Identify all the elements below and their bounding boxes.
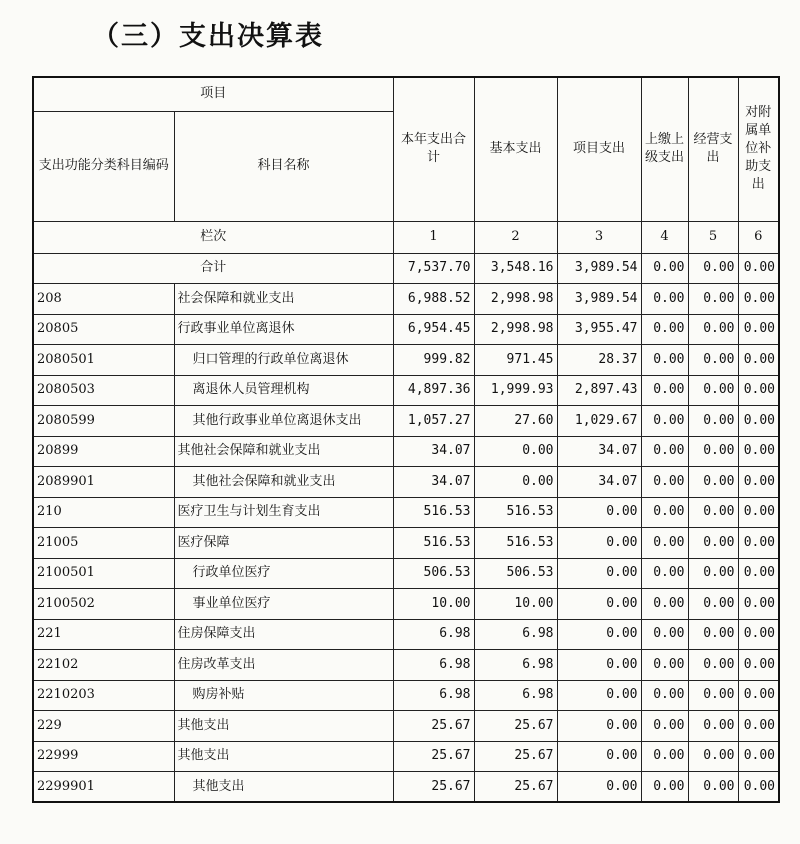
basic-expenditure-cell: 25.67 bbox=[474, 772, 557, 803]
project-expenditure-cell: 0.00 bbox=[557, 741, 641, 772]
account-name-cell: 其他支出 bbox=[174, 711, 393, 742]
total-expenditure-cell: 6,954.45 bbox=[393, 314, 474, 345]
account-name-cell: 归口管理的行政单位离退休 bbox=[174, 345, 393, 376]
business-expenditure-cell: 0.00 bbox=[688, 558, 738, 589]
upper-level-expenditure-cell: 0.00 bbox=[641, 528, 688, 559]
subsidiary-expenditure-cell: 0.00 bbox=[738, 619, 779, 650]
business-expenditure-cell: 0.00 bbox=[688, 406, 738, 437]
upper-level-expenditure-cell: 0.00 bbox=[641, 619, 688, 650]
subsidiary-expenditure-cell: 0.00 bbox=[738, 741, 779, 772]
subsidiary-expenditure-cell: 0.00 bbox=[738, 284, 779, 315]
total-expenditure-cell: 516.53 bbox=[393, 528, 474, 559]
account-code-cell: 21005 bbox=[33, 528, 174, 559]
project-expenditure-cell: 1,029.67 bbox=[557, 406, 641, 437]
total-expenditure-cell: 6.98 bbox=[393, 650, 474, 681]
project-expenditure-cell: 0.00 bbox=[557, 497, 641, 528]
upper-level-expenditure-cell: 0.00 bbox=[641, 650, 688, 681]
account-code-cell: 2080501 bbox=[33, 345, 174, 376]
account-name-cell: 其他支出 bbox=[174, 772, 393, 803]
upper-level-expenditure-cell: 0.00 bbox=[641, 284, 688, 315]
col-number-3: 3 bbox=[557, 221, 641, 253]
project-expenditure-cell: 34.07 bbox=[557, 467, 641, 498]
basic-expenditure-cell: 516.53 bbox=[474, 497, 557, 528]
col-number-4: 4 bbox=[641, 221, 688, 253]
basic-expenditure-cell: 25.67 bbox=[474, 741, 557, 772]
project-expenditure-cell: 28.37 bbox=[557, 345, 641, 376]
upper-level-expenditure-cell: 0.00 bbox=[641, 406, 688, 437]
subsidiary-expenditure-cell: 0.00 bbox=[738, 467, 779, 498]
total-label: 合计 bbox=[33, 253, 393, 284]
upper-level-expenditure-cell: 0.00 bbox=[641, 558, 688, 589]
table-row bbox=[33, 772, 779, 803]
business-expenditure-cell: 0.00 bbox=[688, 680, 738, 711]
total-expenditure-cell: 25.67 bbox=[393, 741, 474, 772]
table-row bbox=[33, 497, 779, 528]
total-v1: 7,537.70 bbox=[393, 253, 474, 284]
account-code-cell: 229 bbox=[33, 711, 174, 742]
basic-expenditure-cell: 27.60 bbox=[474, 406, 557, 437]
header-project: 项目 bbox=[33, 77, 393, 111]
account-code-cell: 208 bbox=[33, 284, 174, 315]
account-code-cell: 221 bbox=[33, 619, 174, 650]
total-expenditure-cell: 25.67 bbox=[393, 711, 474, 742]
project-expenditure-cell: 0.00 bbox=[557, 558, 641, 589]
col-number-1: 1 bbox=[393, 221, 474, 253]
account-name-cell: 购房补贴 bbox=[174, 680, 393, 711]
account-code-cell: 22102 bbox=[33, 650, 174, 681]
table-row bbox=[33, 467, 779, 498]
project-expenditure-cell: 34.07 bbox=[557, 436, 641, 467]
total-expenditure-cell: 10.00 bbox=[393, 589, 474, 620]
basic-expenditure-cell: 971.45 bbox=[474, 345, 557, 376]
subsidiary-expenditure-cell: 0.00 bbox=[738, 558, 779, 589]
total-v6: 0.00 bbox=[738, 253, 779, 284]
subsidiary-expenditure-cell: 0.00 bbox=[738, 345, 779, 376]
account-name-cell: 行政单位医疗 bbox=[174, 558, 393, 589]
table-row bbox=[33, 741, 779, 772]
basic-expenditure-cell: 1,999.93 bbox=[474, 375, 557, 406]
account-code-cell: 2089901 bbox=[33, 467, 174, 498]
header-lanci: 栏次 bbox=[33, 221, 393, 253]
total-expenditure-cell: 6,988.52 bbox=[393, 284, 474, 315]
header-upper-level: 上缴上级支出 bbox=[641, 77, 688, 221]
table-row bbox=[33, 711, 779, 742]
table-row bbox=[33, 314, 779, 345]
account-code-cell: 22999 bbox=[33, 741, 174, 772]
col-number-2: 2 bbox=[474, 221, 557, 253]
subsidiary-expenditure-cell: 0.00 bbox=[738, 650, 779, 681]
account-name-cell: 住房保障支出 bbox=[174, 619, 393, 650]
total-expenditure-cell: 6.98 bbox=[393, 680, 474, 711]
upper-level-expenditure-cell: 0.00 bbox=[641, 497, 688, 528]
total-expenditure-cell: 34.07 bbox=[393, 467, 474, 498]
table-row bbox=[33, 619, 779, 650]
page-title: （三）支出决算表 bbox=[92, 21, 324, 52]
header-code: 支出功能分类科目编码 bbox=[33, 111, 174, 221]
table-row bbox=[33, 375, 779, 406]
account-name-cell: 其他社会保障和就业支出 bbox=[174, 467, 393, 498]
total-expenditure-cell: 999.82 bbox=[393, 345, 474, 376]
table-row bbox=[33, 345, 779, 376]
basic-expenditure-cell: 0.00 bbox=[474, 467, 557, 498]
account-code-cell: 20805 bbox=[33, 314, 174, 345]
account-code-cell: 2100501 bbox=[33, 558, 174, 589]
total-expenditure-cell: 1,057.27 bbox=[393, 406, 474, 437]
subsidiary-expenditure-cell: 0.00 bbox=[738, 528, 779, 559]
account-name-cell: 事业单位医疗 bbox=[174, 589, 393, 620]
basic-expenditure-cell: 25.67 bbox=[474, 711, 557, 742]
col-number-6: 6 bbox=[738, 221, 779, 253]
business-expenditure-cell: 0.00 bbox=[688, 650, 738, 681]
project-expenditure-cell: 0.00 bbox=[557, 528, 641, 559]
table-row bbox=[33, 284, 779, 315]
upper-level-expenditure-cell: 0.00 bbox=[641, 436, 688, 467]
business-expenditure-cell: 0.00 bbox=[688, 497, 738, 528]
table-row bbox=[33, 589, 779, 620]
business-expenditure-cell: 0.00 bbox=[688, 345, 738, 376]
account-code-cell: 2100502 bbox=[33, 589, 174, 620]
account-code-cell: 2080503 bbox=[33, 375, 174, 406]
upper-level-expenditure-cell: 0.00 bbox=[641, 772, 688, 803]
project-expenditure-cell: 0.00 bbox=[557, 711, 641, 742]
subsidiary-expenditure-cell: 0.00 bbox=[738, 711, 779, 742]
subsidiary-expenditure-cell: 0.00 bbox=[738, 436, 779, 467]
project-expenditure-cell: 3,955.47 bbox=[557, 314, 641, 345]
table-row bbox=[33, 680, 779, 711]
account-name-cell: 住房改革支出 bbox=[174, 650, 393, 681]
account-name-cell: 离退休人员管理机构 bbox=[174, 375, 393, 406]
project-expenditure-cell: 0.00 bbox=[557, 772, 641, 803]
total-v4: 0.00 bbox=[641, 253, 688, 284]
header-name: 科目名称 bbox=[174, 111, 393, 221]
total-expenditure-cell: 516.53 bbox=[393, 497, 474, 528]
upper-level-expenditure-cell: 0.00 bbox=[641, 680, 688, 711]
basic-expenditure-cell: 0.00 bbox=[474, 436, 557, 467]
account-code-cell: 2299901 bbox=[33, 772, 174, 803]
subsidiary-expenditure-cell: 0.00 bbox=[738, 406, 779, 437]
business-expenditure-cell: 0.00 bbox=[688, 619, 738, 650]
subsidiary-expenditure-cell: 0.00 bbox=[738, 375, 779, 406]
total-expenditure-cell: 506.53 bbox=[393, 558, 474, 589]
business-expenditure-cell: 0.00 bbox=[688, 772, 738, 803]
upper-level-expenditure-cell: 0.00 bbox=[641, 741, 688, 772]
subsidiary-expenditure-cell: 0.00 bbox=[738, 497, 779, 528]
expenditure-table bbox=[32, 76, 780, 803]
basic-expenditure-cell: 6.98 bbox=[474, 650, 557, 681]
total-expenditure-cell: 4,897.36 bbox=[393, 375, 474, 406]
subsidiary-expenditure-cell: 0.00 bbox=[738, 680, 779, 711]
account-name-cell: 其他行政事业单位离退休支出 bbox=[174, 406, 393, 437]
business-expenditure-cell: 0.00 bbox=[688, 711, 738, 742]
business-expenditure-cell: 0.00 bbox=[688, 314, 738, 345]
table-row bbox=[33, 528, 779, 559]
header-project-expenditure: 项目支出 bbox=[557, 77, 641, 221]
business-expenditure-cell: 0.00 bbox=[688, 589, 738, 620]
business-expenditure-cell: 0.00 bbox=[688, 741, 738, 772]
total-v2: 3,548.16 bbox=[474, 253, 557, 284]
business-expenditure-cell: 0.00 bbox=[688, 528, 738, 559]
business-expenditure-cell: 0.00 bbox=[688, 436, 738, 467]
upper-level-expenditure-cell: 0.00 bbox=[641, 345, 688, 376]
header-basic-expenditure: 基本支出 bbox=[474, 77, 557, 221]
total-v3: 3,989.54 bbox=[557, 253, 641, 284]
table-row bbox=[33, 650, 779, 681]
account-name-cell: 其他支出 bbox=[174, 741, 393, 772]
header-business: 经营支出 bbox=[688, 77, 738, 221]
project-expenditure-cell: 0.00 bbox=[557, 589, 641, 620]
account-name-cell: 医疗卫生与计划生育支出 bbox=[174, 497, 393, 528]
project-expenditure-cell: 0.00 bbox=[557, 650, 641, 681]
business-expenditure-cell: 0.00 bbox=[688, 284, 738, 315]
basic-expenditure-cell: 506.53 bbox=[474, 558, 557, 589]
business-expenditure-cell: 0.00 bbox=[688, 375, 738, 406]
account-name-cell: 其他社会保障和就业支出 bbox=[174, 436, 393, 467]
col-number-5: 5 bbox=[688, 221, 738, 253]
subsidiary-expenditure-cell: 0.00 bbox=[738, 314, 779, 345]
table-row bbox=[33, 406, 779, 437]
basic-expenditure-cell: 516.53 bbox=[474, 528, 557, 559]
upper-level-expenditure-cell: 0.00 bbox=[641, 467, 688, 498]
account-code-cell: 20899 bbox=[33, 436, 174, 467]
upper-level-expenditure-cell: 0.00 bbox=[641, 375, 688, 406]
project-expenditure-cell: 0.00 bbox=[557, 680, 641, 711]
header-total-expenditure: 本年支出合计 bbox=[393, 77, 474, 221]
basic-expenditure-cell: 6.98 bbox=[474, 680, 557, 711]
upper-level-expenditure-cell: 0.00 bbox=[641, 589, 688, 620]
subsidiary-expenditure-cell: 0.00 bbox=[738, 772, 779, 803]
account-code-cell: 210 bbox=[33, 497, 174, 528]
account-name-cell: 社会保障和就业支出 bbox=[174, 284, 393, 315]
account-name-cell: 医疗保障 bbox=[174, 528, 393, 559]
header-subsidiary: 对附属单位补助支出 bbox=[738, 77, 779, 221]
total-v5: 0.00 bbox=[688, 253, 738, 284]
total-expenditure-cell: 25.67 bbox=[393, 772, 474, 803]
basic-expenditure-cell: 2,998.98 bbox=[474, 314, 557, 345]
project-expenditure-cell: 2,897.43 bbox=[557, 375, 641, 406]
upper-level-expenditure-cell: 0.00 bbox=[641, 314, 688, 345]
basic-expenditure-cell: 6.98 bbox=[474, 619, 557, 650]
subsidiary-expenditure-cell: 0.00 bbox=[738, 589, 779, 620]
account-name-cell: 行政事业单位离退休 bbox=[174, 314, 393, 345]
account-code-cell: 2210203 bbox=[33, 680, 174, 711]
total-row bbox=[33, 253, 779, 284]
total-expenditure-cell: 34.07 bbox=[393, 436, 474, 467]
project-expenditure-cell: 3,989.54 bbox=[557, 284, 641, 315]
table-row bbox=[33, 436, 779, 467]
table-row bbox=[33, 558, 779, 589]
upper-level-expenditure-cell: 0.00 bbox=[641, 711, 688, 742]
basic-expenditure-cell: 10.00 bbox=[474, 589, 557, 620]
account-code-cell: 2080599 bbox=[33, 406, 174, 437]
project-expenditure-cell: 0.00 bbox=[557, 619, 641, 650]
total-expenditure-cell: 6.98 bbox=[393, 619, 474, 650]
business-expenditure-cell: 0.00 bbox=[688, 467, 738, 498]
basic-expenditure-cell: 2,998.98 bbox=[474, 284, 557, 315]
